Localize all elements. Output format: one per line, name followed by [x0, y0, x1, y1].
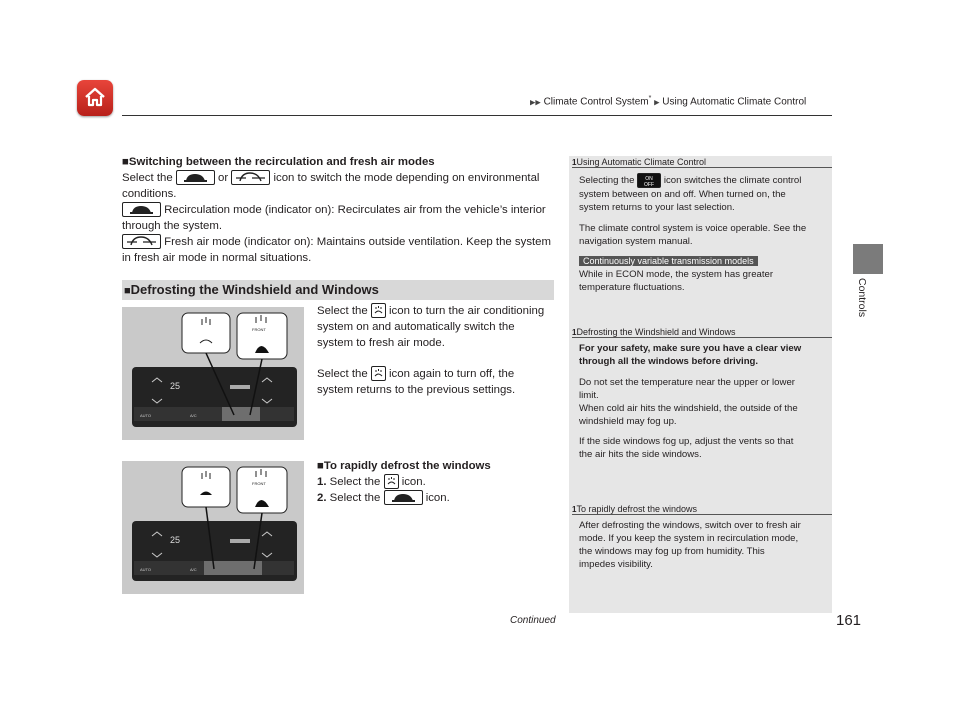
svg-text:AUTO: AUTO [140, 413, 152, 418]
breadcrumb-item-climate[interactable]: Climate Control System [543, 96, 649, 108]
defrost-section-title: ■Defrosting the Windshield and Windows [122, 280, 554, 300]
fresh-mode-desc: Fresh air mode (indicator on): Maintains outside ventilation. Keep the system [122, 234, 554, 250]
continued-label: Continued [510, 615, 556, 626]
recirc-mode-desc: Recirculation mode (indicator on): Recirculates air from the vehicle’s interior [122, 202, 554, 218]
cvt-badge: Continuously variable transmission models [579, 256, 758, 266]
rapid-step-1: 1. Select the icon. [317, 476, 426, 488]
breadcrumb-arrow-icon: ▶▶ [530, 99, 541, 107]
recirculation-icon [176, 170, 215, 185]
svg-text:OFF: OFF [644, 182, 655, 187]
svg-text:ON: ON [645, 176, 653, 182]
fresh-air-icon [231, 170, 270, 185]
note-auto-climate: 1Using Automatic Climate Control Selecting the ON OFF icon switches the climate control system between on and off. When turned on, the system returns to your last selection. The climate control system is voice operable. See the navigation system manual. Continuously variable transmission models While in ECON mode, the system has greater temperature fluctuations. [569, 157, 832, 294]
svg-text:FRONT: FRONT [252, 481, 266, 486]
svg-text:FRONT: FRONT [252, 327, 266, 332]
rapid-defrost-heading: ■To rapidly defrost the windows [317, 460, 491, 472]
note-defrost: 1Defrosting the Windshield and Windows For your safety, make sure you have a clear view through all the windows before driving. Do not set the temperature near the upper or lower limit. When cold air hits the windshield, the outside of the windshield may fog up. If the side windows fog up, adjust the vents so that the air hits the side windows. [569, 327, 832, 461]
svg-text:A/C: A/C [190, 567, 197, 572]
recirc-section [122, 154, 554, 266]
breadcrumb-item-auto-climate[interactable]: Using Automatic Climate Control [662, 96, 807, 108]
front-defrost-icon [384, 474, 399, 489]
note-rapid-defrost: 1To rapidly defrost the windows After defrosting the windows, switch over to fresh air mode. If you keep the system in recirculation mode, the windows may fog up from humidity. This impedes visibility. [569, 504, 832, 571]
rapid-defrost-section [317, 458, 557, 506]
fresh-mode-desc-cont: in fresh air mode in normal situations. [122, 252, 312, 264]
home-button[interactable] [77, 80, 113, 116]
on-off-icon [637, 173, 661, 188]
recirc-mode-desc-cont: through the system. [122, 220, 223, 232]
defrost-paragraph-1: Select the icon to turn the air conditioning system on and automatically switch the system to fresh air mode. [317, 305, 545, 349]
breadcrumb-arrow-icon: ▶ [654, 99, 660, 107]
recirc-heading: ■Switching between the recirculation and fresh air modes [122, 156, 435, 168]
climate-panel-image-2 [122, 461, 304, 594]
panel-temp: 25 [170, 381, 181, 391]
page-number: 161 [836, 612, 862, 629]
recirculation-icon [122, 202, 161, 217]
fresh-air-icon [122, 234, 161, 249]
recirc-line2: conditions. [122, 188, 177, 200]
recirculation-icon [384, 490, 423, 505]
recirc-line1: Select the or icon to switch the mode depending on environmental [122, 172, 540, 184]
home-icon [84, 86, 106, 108]
front-defrost-icon [371, 366, 386, 381]
svg-text:AUTO: AUTO [140, 567, 152, 572]
rapid-step-2: 2. Select the icon. [317, 492, 450, 504]
front-defrost-icon [371, 303, 386, 318]
side-tab-marker [853, 244, 883, 274]
footnote-star: * [648, 95, 652, 102]
svg-text:25: 25 [170, 535, 181, 545]
breadcrumb [530, 95, 806, 107]
defrost-paragraph-2: Select the icon again to turn off, the system returns to the previous settings. [317, 368, 516, 396]
climate-panel-image-1 [122, 307, 304, 440]
side-tab-label: Controls [856, 278, 868, 318]
header-divider [122, 115, 832, 116]
svg-text:A/C: A/C [190, 413, 197, 418]
